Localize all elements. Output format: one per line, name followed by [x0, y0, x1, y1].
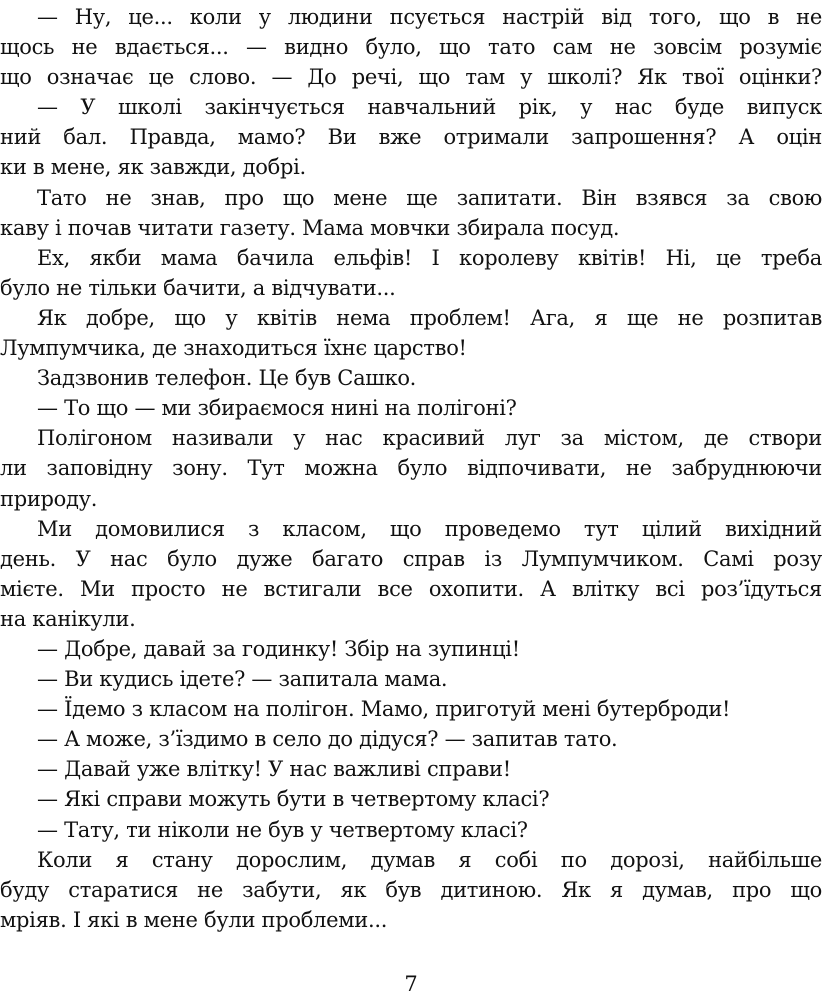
- text-line: каву і почав читати газету. Мама мовчки збирала посуд.: [0, 215, 620, 240]
- text-line: — Давай уже влітку! У нас важливі справи!: [37, 757, 511, 782]
- body-text: [0, 2, 822, 935]
- text-line: було не тільки бачити, а відчувати...: [0, 275, 396, 300]
- text-line: день. У нас було дуже багато справ із Лумпумчиком. Самі розу: [0, 546, 822, 571]
- text-line: — Які справи можуть бути в четвертому класі?: [37, 787, 550, 812]
- text-line: ний бал. Правда, мамо? Ви вже отримали запрошення? А оцін: [0, 125, 822, 150]
- page-number: 7: [404, 972, 418, 996]
- text-line: Коли я стану дорослим, думав я собі по дорозі, найбільше: [37, 847, 822, 872]
- text-line: щось не вдається... — видно було, що тато сам не зовсім розуміє: [0, 35, 822, 60]
- text-line: на канікули.: [0, 606, 136, 631]
- text-line: що означає це слово. — До речі, що там у школі? Як твої оцінки?: [0, 65, 822, 90]
- text-line: — У школі закінчується навчальний рік, у нас буде випуск: [37, 95, 822, 120]
- text-line: буду старатися не забути, як був дитиною. Як я думав, про що: [0, 877, 822, 902]
- text-line: мріяв. І які в мене були проблеми...: [0, 907, 388, 932]
- text-line: — Їдемо з класом на полігон. Мамо, приготуй мені бутерброди!: [37, 697, 731, 722]
- text-line: Задзвонив телефон. Це був Сашко.: [37, 366, 417, 391]
- text-line: Тато не знав, про що мене ще запитати. Він взявся за свою: [37, 185, 822, 210]
- text-line: — Добре, давай за годинку! Збір на зупинці!: [37, 636, 520, 661]
- text-line: Ми домовилися з класом, що проведемо тут цілий вихідний: [37, 516, 822, 541]
- text-line: ли заповідну зону. Тут можна було відпочивати, не забруднюючи: [0, 456, 822, 481]
- text-line: Ех, якби мама бачила ельфів! І королеву квітів! Ні, це треба: [37, 245, 822, 270]
- text-line: Лумпумчика, де знаходиться їхнє царство!: [0, 336, 467, 361]
- text-line: Як добре, що у квітів нема проблем! Ага, я ще не розпитав: [37, 305, 822, 330]
- text-line: ки в мене, як завжди, добрі.: [0, 155, 306, 180]
- text-line: природу.: [0, 486, 98, 511]
- text-line: мієте. Ми просто не встигали все охопити. А влітку всі роз’їдуться: [0, 576, 822, 601]
- text-line: — Ну, це... коли у людини псується настрій від того, що в не: [37, 5, 822, 29]
- text-line: — Тату, ти ніколи не був у четвертому класі?: [37, 817, 528, 842]
- text-line: — То що — ми збираємося нині на полігоні?: [37, 396, 517, 421]
- text-line: — А може, з’їздимо в село до дідуся? — запитав тато.: [37, 727, 618, 752]
- text-line: — Ви кудись ідете? — запитала мама.: [37, 667, 448, 692]
- text-line: Полігоном називали у нас красивий луг за містом, де створи: [37, 426, 822, 451]
